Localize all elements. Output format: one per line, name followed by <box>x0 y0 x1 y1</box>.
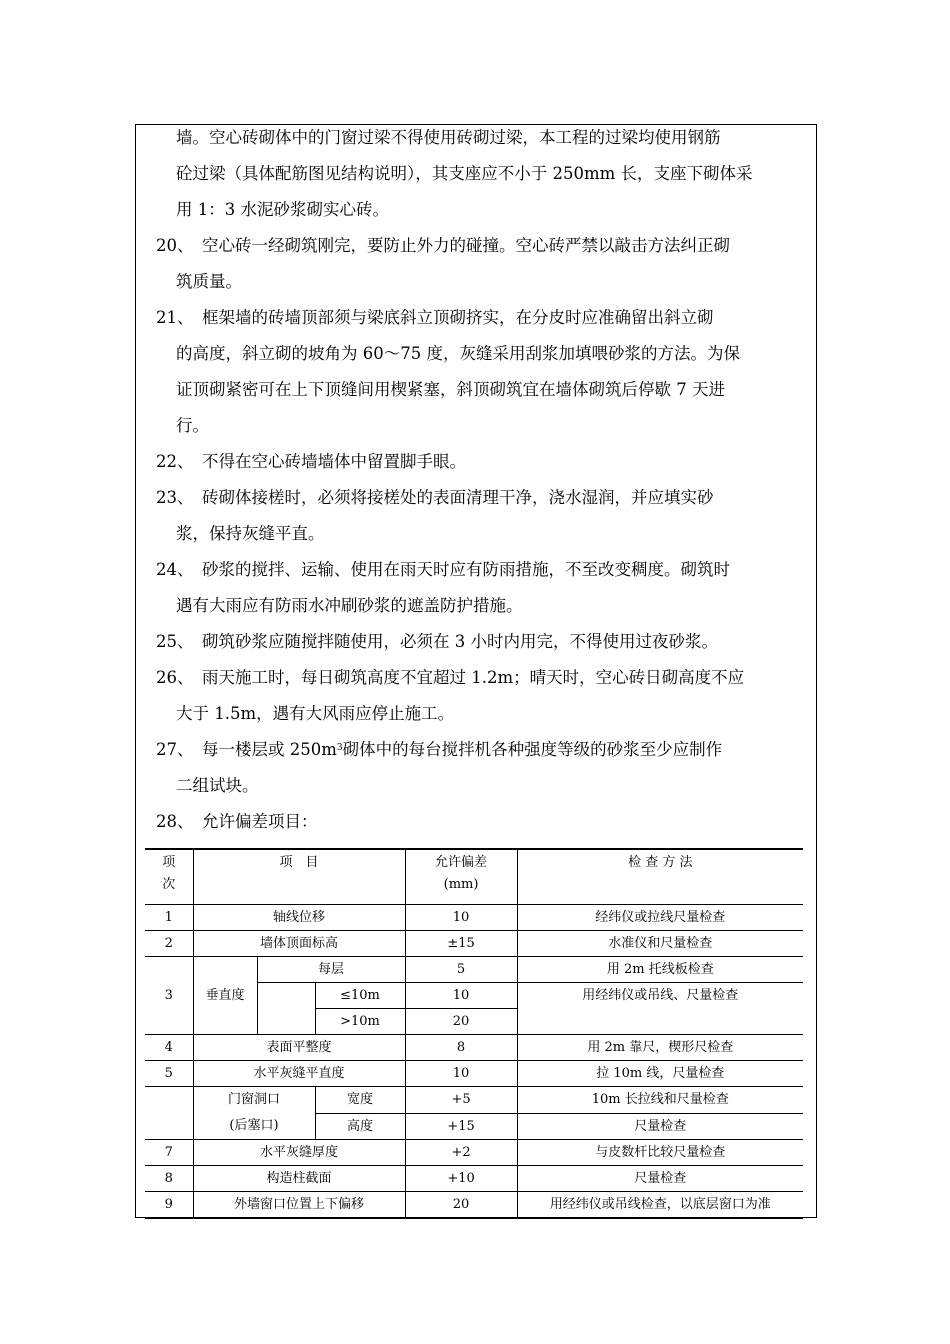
text-fragment: 每一楼层或 250m <box>202 740 337 759</box>
cell-item: ≤10m <box>315 983 405 1009</box>
cell-item: 构造柱截面 <box>193 1166 405 1192</box>
cell-no: 3 <box>145 957 193 1035</box>
table-row <box>145 1166 803 1192</box>
cell-no <box>145 1087 193 1140</box>
cell-method: 用经纬仪或吊线检查，以底层窗口为准 <box>517 1192 803 1219</box>
cell-method: 尺量检查 <box>517 1166 803 1192</box>
cell-no: 5 <box>145 1061 193 1087</box>
document-body <box>156 120 804 840</box>
text-line: 大于 1.5m，遇有大风雨应停止施工。 <box>176 704 455 723</box>
cell-tolerance: +2 <box>405 1140 517 1166</box>
clause-20 <box>156 228 804 300</box>
text-line: 筑质量。 <box>176 272 242 291</box>
clause-number: 27、 <box>156 740 194 759</box>
table-row <box>145 1087 803 1114</box>
table-row <box>145 1140 803 1166</box>
cell-method: 用 2m 托线板检查 <box>517 957 803 983</box>
cell-tolerance: 20 <box>405 1192 517 1219</box>
cell-no: 7 <box>145 1140 193 1166</box>
clause-24 <box>156 552 804 624</box>
clause-number: 25、 <box>156 632 194 651</box>
text-line: 遇有大雨应有防雨水冲刷砂浆的遮盖防护措施。 <box>176 596 523 615</box>
clause-number: 21、 <box>156 308 194 327</box>
text-line: 砼过梁（具体配筋图见结构说明），其支座应不小于 250mm 长，支座下砌体采 <box>176 164 753 183</box>
text-line: 砖砌体接槎时，必须将接槎处的表面清理干净，浇水湿润，并应填实砂 <box>202 488 714 507</box>
cell-tolerance: ±15 <box>405 931 517 957</box>
clause-22 <box>156 444 804 480</box>
cell-tolerance: +15 <box>405 1113 517 1140</box>
text-line: 砌筑砂浆应随搅拌随使用，必须在 3 小时内用完，不得使用过夜砂浆。 <box>202 632 718 651</box>
cell-item: 宽度 <box>315 1087 405 1114</box>
table-row <box>145 905 803 931</box>
cell-tolerance: 10 <box>405 1061 517 1087</box>
text-line: 的高度，斜立砌的坡角为 60～75 度，灰缝采用刮浆加填喂砂浆的方法。为保 <box>176 344 740 363</box>
clause-26 <box>156 660 804 732</box>
cell-tolerance: 20 <box>405 1009 517 1035</box>
cell-no: 9 <box>145 1192 193 1219</box>
text-line: 雨天施工时，每日砌筑高度不宜超过 1.2m；晴天时，空心砖日砌高度不应 <box>202 668 745 687</box>
text-line: 允许偏差项目： <box>202 812 318 831</box>
cell-method: 经纬仪或拉线尺量检查 <box>517 905 803 931</box>
cell-item: 每层 <box>257 957 405 983</box>
clause-28 <box>156 804 804 840</box>
clause-number: 28、 <box>156 812 194 831</box>
cell-no: 8 <box>145 1166 193 1192</box>
text-line: 砂浆的搅拌、运输、使用在雨天时应有防雨措施，不至改变稠度。砌筑时 <box>202 560 730 579</box>
cell-item: 高度 <box>315 1113 405 1140</box>
table-row <box>145 1061 803 1087</box>
lead-paragraph <box>156 120 804 228</box>
cell-no: 2 <box>145 931 193 957</box>
cell-empty <box>257 983 315 1035</box>
text-line: 不得在空心砖墙墙体中留置脚手眼。 <box>202 452 466 471</box>
cell-item: 外墙窗口位置上下偏移 <box>193 1192 405 1219</box>
superscript: 3 <box>336 743 343 753</box>
cell-tolerance: 5 <box>405 957 517 983</box>
text-line: 二组试块。 <box>176 776 259 795</box>
cell-item: 水平灰缝厚度 <box>193 1140 405 1166</box>
clause-number: 22、 <box>156 452 194 471</box>
cell-group: 垂直度 <box>193 957 257 1035</box>
text-line: 空心砖一经砌筑刚完，要防止外力的碰撞。空心砖严禁以敲击方法纠正砌 <box>202 236 730 255</box>
clause-21 <box>156 300 804 444</box>
text-line: 行。 <box>176 416 209 435</box>
cell-no: 4 <box>145 1035 193 1061</box>
table-row <box>145 1192 803 1219</box>
cell-method: 10m 长拉线和尺量检查 <box>517 1087 803 1114</box>
cell-item: 表面平整度 <box>193 1035 405 1061</box>
clause-number: 20、 <box>156 236 194 255</box>
cell-method: 水准仪和尺量检查 <box>517 931 803 957</box>
cell-tolerance: 10 <box>405 905 517 931</box>
header-cell-no: 项 次 <box>145 849 193 905</box>
cell-tolerance: 10 <box>405 983 517 1009</box>
clause-number: 23、 <box>156 488 194 507</box>
cell-tolerance: 8 <box>405 1035 517 1061</box>
header-cell-tolerance: 允许偏差 (mm) <box>405 849 517 905</box>
text-line: 用 1：3 水泥砂浆砌实心砖。 <box>176 200 389 219</box>
text-fragment: 砌体中的每台搅拌机各种强度等级的砂浆至少应制作 <box>342 740 723 759</box>
cell-group: 门窗洞口 (后塞口) <box>193 1087 315 1140</box>
cell-item: >10m <box>315 1009 405 1035</box>
text-line: 框架墙的砖墙顶部须与梁底斜立顶砌挤实，在分皮时应准确留出斜立砌 <box>202 308 714 327</box>
cell-no: 1 <box>145 905 193 931</box>
table-row <box>145 1035 803 1061</box>
cell-tolerance: +10 <box>405 1166 517 1192</box>
tolerance-table <box>145 848 803 1219</box>
text-line: 浆，保持灰缝平直。 <box>176 524 325 543</box>
clause-23 <box>156 480 804 552</box>
header-cell-method: 检 查 方 法 <box>517 849 803 905</box>
cell-method: 用经纬仪或吊线、尺量检查 <box>517 983 803 1035</box>
clause-27 <box>156 732 804 804</box>
cell-method: 尺量检查 <box>517 1113 803 1140</box>
cell-method: 拉 10m 线，尺量检查 <box>517 1061 803 1087</box>
clause-25 <box>156 624 804 660</box>
header-cell-item: 项 目 <box>193 849 405 905</box>
table-header-row <box>145 849 803 905</box>
cell-tolerance: +5 <box>405 1087 517 1114</box>
text-line: 证顶砌紧密可在上下顶缝间用楔紧塞，斜顶砌筑宜在墙体砌筑后停歇 7 天进 <box>176 380 725 399</box>
cell-item: 轴线位移 <box>193 905 405 931</box>
cell-item: 水平灰缝平直度 <box>193 1061 405 1087</box>
cell-method: 与皮数杆比较尺量检查 <box>517 1140 803 1166</box>
text-line: 墙。空心砖砌体中的门窗过梁不得使用砖砌过梁，本工程的过梁均使用钢筋 <box>176 128 721 147</box>
cell-item: 墙体顶面标高 <box>193 931 405 957</box>
table-row <box>145 957 803 983</box>
cell-method: 用 2m 靠尺，楔形尺检查 <box>517 1035 803 1061</box>
clause-number: 26、 <box>156 668 194 687</box>
clause-number: 24、 <box>156 560 194 579</box>
table-row <box>145 931 803 957</box>
